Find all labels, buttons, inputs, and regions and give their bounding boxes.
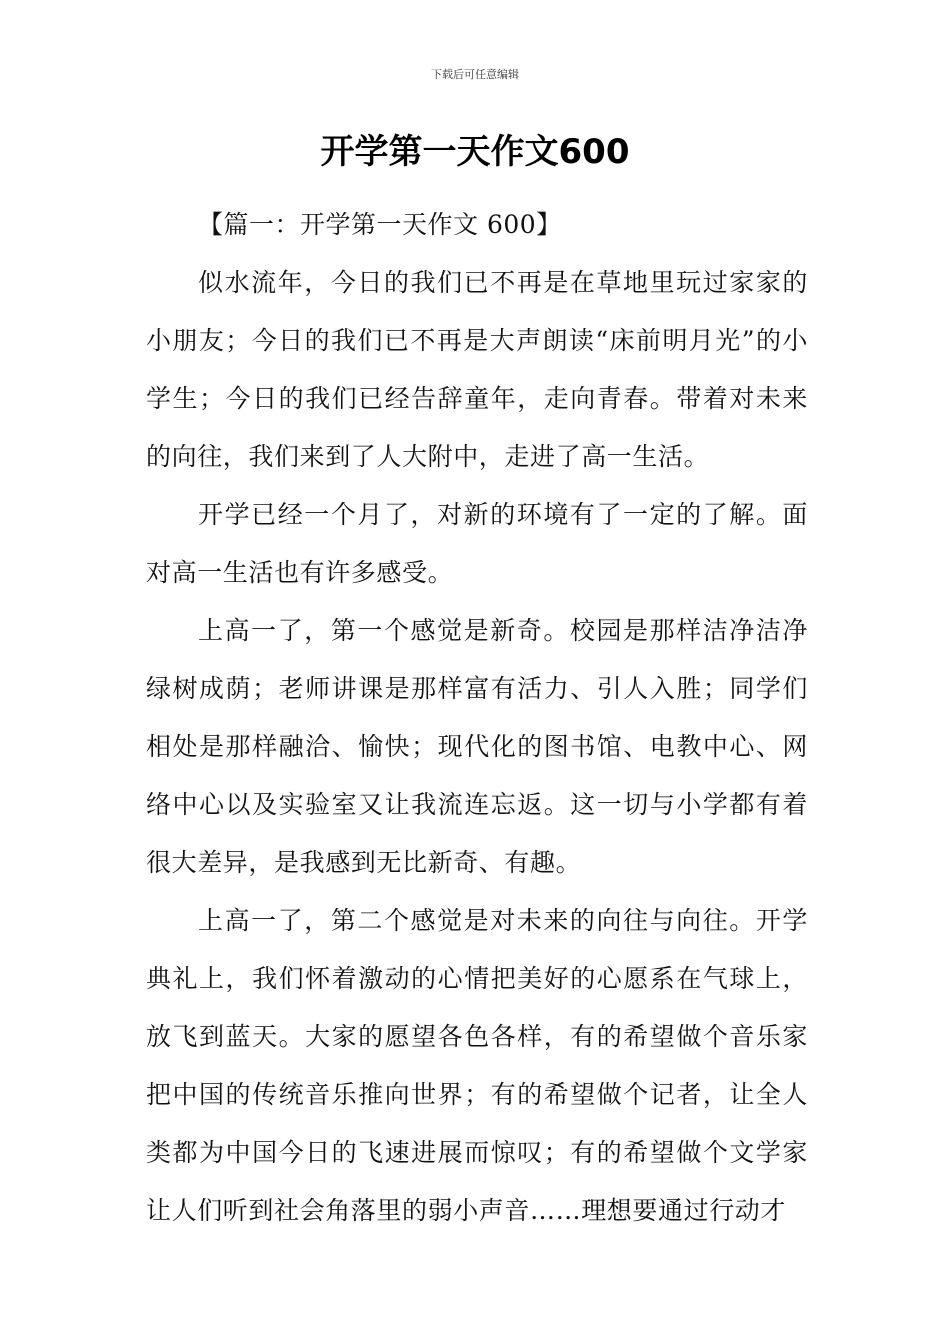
- document-title: 开学第一天作文600: [320, 132, 630, 172]
- header-note: 下载后可任意编辑: [431, 68, 519, 81]
- document-body: [146, 196, 808, 1240]
- paragraph-3: 上高一了，第一个感觉是新奇。校园是那样洁净洁净绿树成荫；老师讲课是那样富有活力、引人入胜；同学们相处是那样融洽、愉快；现代化的图书馆、电教中心、网络中心以及实验室又让我流连忘返。这一切与小学都有着很大差异，是我感到无比新奇、有趣。: [146, 616, 808, 877]
- paragraph-1: 似水流年，今日的我们已不再是在草地里玩过家家的小朋友；今日的我们已不再是大声朗读“床前明月光”的小学生；今日的我们已经告辞童年，走向青春。带着对未来的向往，我们来到了人大附中，走进了高一生活。: [146, 268, 808, 471]
- paragraph-4: 上高一了，第二个感觉是对未来的向往与向往。开学典礼上，我们怀着激动的心情把美好的心愿系在气球上，放飞到蓝天。大家的愿望各色各样，有的希望做个音乐家把中国的传统音乐推向世界；有的希望做个记者，让全人类都为中国今日的飞速进展而惊叹；有的希望做个文学家让人们听到社会角落里的弱小声音……理想要通过行动才: [146, 906, 808, 1225]
- paragraph-2: 开学已经一个月了，对新的环境有了一定的了解。面对高一生活也有许多感受。: [146, 500, 808, 587]
- section-label: 【篇一：开学第一天作文 600】: [198, 210, 562, 239]
